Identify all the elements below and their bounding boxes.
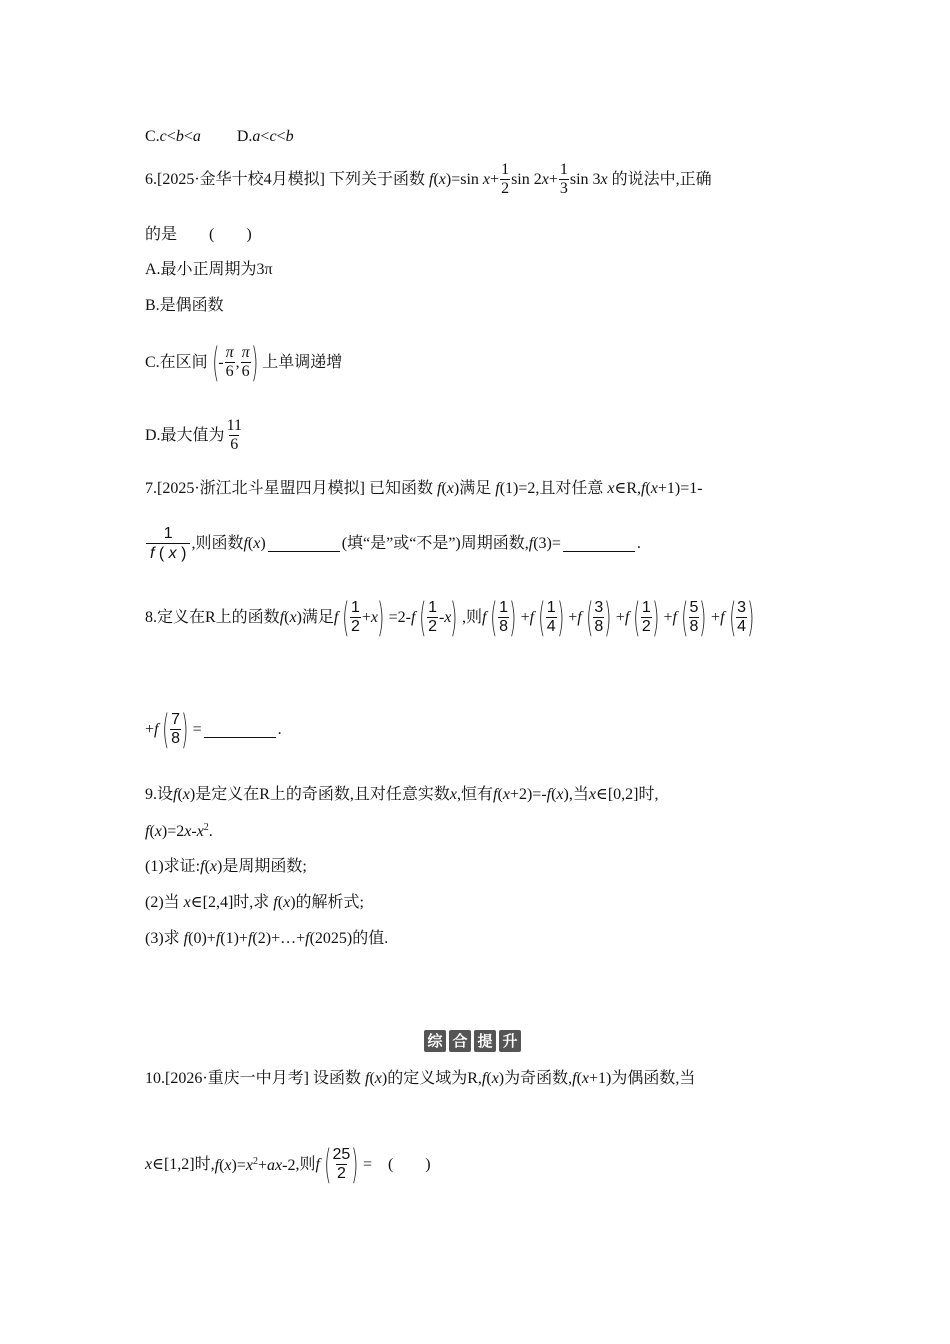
q6-option-a-text: A.最小正周期为3π — [145, 261, 273, 278]
q6-option-b — [145, 298, 224, 314]
q6-option-c — [145, 340, 343, 386]
q7-stem-line1: 7.[2025·浙江北斗星盟四月模拟] 已知函数 f(x) 满足 f (1)=2,且对任意 x ∈R, f ( x +1)=1- — [145, 480, 703, 497]
q8-blank[interactable] — [204, 723, 276, 738]
q7-stem-line2: 1 f ( x ) ,则函数 f(x) (填“是”或“不是”)周期函数, f (3)= . — [145, 526, 641, 563]
q5-option-c: C.c<b<a — [145, 128, 201, 145]
q6-option-d-pre: D.最大值为 — [145, 426, 225, 444]
q10-stem-head: 10.[2026·重庆一中月考] 设函数 — [145, 1070, 361, 1087]
fraction-one-over-fx: 1 f ( x ) — [146, 526, 190, 563]
q5-options-line — [145, 129, 294, 145]
q8-stem-head: 8.定义在R上的函数 — [145, 609, 280, 626]
section-banner-comprehensive — [424, 1030, 521, 1052]
q7-stem-head: 7.[2025·浙江北斗星盟四月模拟] 已知函数 — [145, 480, 433, 497]
q8-stem-line1: 8.定义在R上的函数 f(x) 满足 f ( 1 2 +x ) =2- f ( 1 2 -x ) ,则 f ( 1 8 ) +f ( 1 4 ) +f ( 3 8 ) +f ( 1 2 ) +f ( 5 8 ) +f ( 3 4 ) — [145, 595, 755, 641]
q6-option-a — [145, 262, 273, 278]
interval-paren: ( - π 6 , π 6 ) — [211, 340, 258, 386]
q6-stem-line1: 6.[2025·金华十校4月模拟] 下列关于函数 f(x)=sin x+ $\frac{1}{2}$ sin 2x+ $\frac{1}{3}$ sin 3x 的说法中,正确 — [145, 161, 712, 197]
q6-stem-head: 6.[2025·金华十校4月模拟] 下列关于函数 — [145, 170, 425, 188]
banner-char-2: 合 — [449, 1030, 471, 1052]
q9-part-3: (3)求 f(0)+f(1)+f(2)+…+f(2025) 的值. — [145, 930, 389, 947]
q5-option-d: D.a<c<b — [236, 128, 294, 145]
banner-char-1: 综 — [424, 1030, 446, 1052]
fraction-half: $\frac{1}{2}$ — [501, 161, 510, 197]
fraction-third: $\frac{1}{3}$ — [559, 161, 568, 197]
q6-option-b-text: B.是偶函数 — [145, 297, 224, 314]
q6-stem-line2 — [145, 227, 252, 243]
q8-stem-line2: +f ( 7 8 ) = . — [145, 707, 282, 753]
q9-part-2: (2)当 x ∈[2,4]时,求 f(x) 的解析式; — [145, 894, 364, 911]
q10-stem-line2: x ∈[1,2]时, $f(x)=x^2+ax-2$ ,则 f ( 25 2 ) = ( ) — [145, 1142, 431, 1188]
q7-blank-1[interactable] — [268, 537, 340, 552]
q9-part-1: (1)求证: f(x) 是周期函数; — [145, 858, 307, 875]
banner-char-3: 提 — [474, 1030, 496, 1052]
q6-answer-paren: 的是 ( ) — [145, 226, 252, 243]
q6-stem-tail: 的说法中,正确 — [611, 170, 712, 188]
q10-answer-paren: = ( ) — [362, 1156, 431, 1173]
fraction-25-over-2: 25 2 — [332, 1146, 351, 1182]
q9-stem-line1: 9.设 f(x) 是定义在R上的奇函数,且对任意实数 x ,恒有 f(x+2)=-f(x) ,当 x ∈[0,2]时, — [145, 786, 659, 803]
q6-option-c-pre: C.在区间 — [145, 354, 208, 371]
q7-blank-2[interactable] — [563, 537, 635, 552]
q6-option-d — [145, 418, 244, 454]
banner-char-4: 升 — [499, 1030, 521, 1052]
q9-stem-line2: $f(x)=2x-x^2$. — [145, 822, 213, 840]
fraction-eleven-sixths: 11 6 — [226, 417, 242, 453]
q6-option-c-post: 上单调递增 — [262, 354, 343, 371]
q10-stem-line1: 10.[2026·重庆一中月考] 设函数 f(x) 的定义域为R, f(x) 为奇函数, f(x+1) 为偶函数,当 — [145, 1070, 696, 1087]
